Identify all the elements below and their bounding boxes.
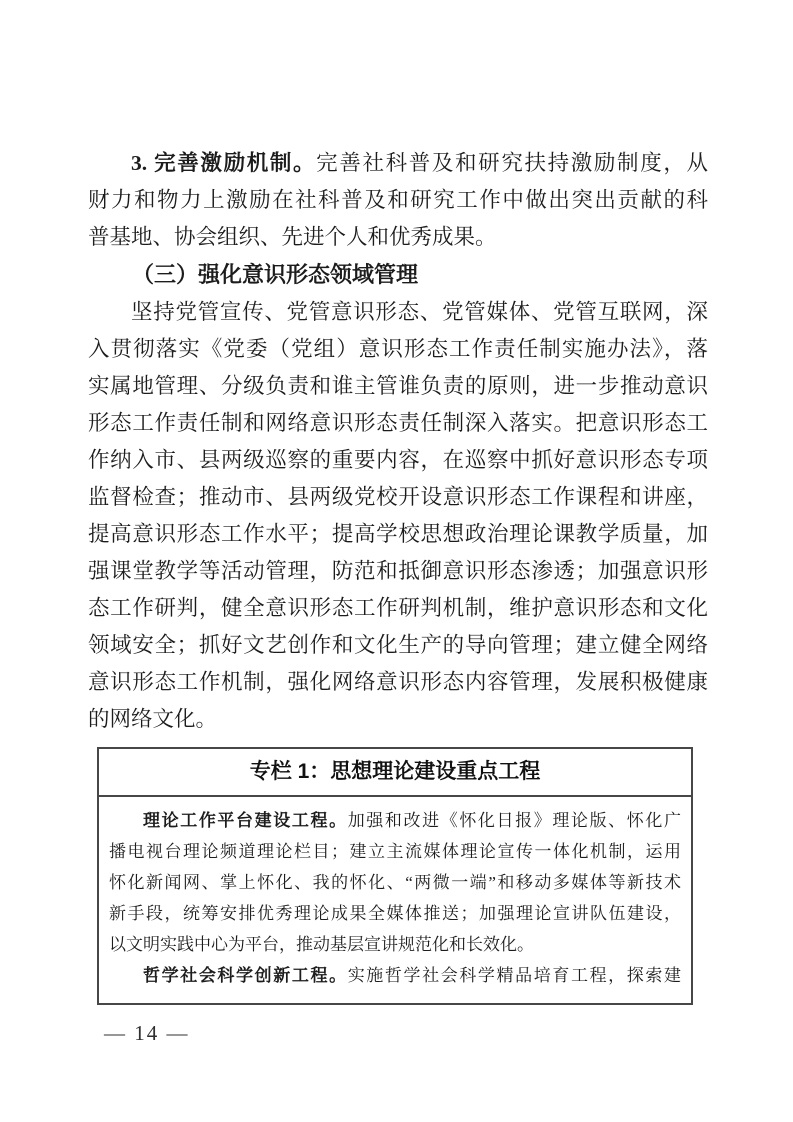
text-line: 态工作研判，健全意识形态工作研判机制，维护意识形态和文化 bbox=[88, 596, 708, 620]
text-line bbox=[109, 805, 681, 836]
text-line: 监督检查；推动市、县两级党校开设意识形态工作课程和讲座， bbox=[88, 485, 708, 509]
footer-page-number: — 14 — bbox=[104, 1021, 190, 1045]
text-line: 入贯彻落实《党委（党组）意识形态工作责任制实施办法》，落 bbox=[88, 337, 708, 361]
text-line: 普基地、协会组织、先进个人和优秀成果。 bbox=[88, 225, 497, 249]
line-text: 完善社科普及和研究扶持激励制度，从 bbox=[316, 151, 708, 175]
text-line: 领域安全；抓好文艺创作和文化生产的导向管理；建立健全网络 bbox=[88, 633, 708, 657]
bold-lead-text: 哲学社会科学创新工程。 bbox=[143, 966, 348, 985]
text-line: 坚持党管宣传、党管意识形态、党管媒体、党管互联网，深 bbox=[131, 300, 708, 324]
text-line: 财力和物力上激励在社科普及和研究工作中做出突出贡献的科 bbox=[88, 188, 708, 212]
bold-lead-text: 3. 完善激励机制。 bbox=[131, 151, 317, 175]
text-line: 新手段，统筹安排优秀理论成果全媒体推送；加强理论宣讲队伍建设， bbox=[109, 904, 681, 923]
text-line bbox=[109, 960, 681, 991]
text-line: 提高意识形态工作水平；提高学校思想政治理论课教学质量，加 bbox=[88, 522, 708, 546]
text-line: 的网络文化。 bbox=[88, 707, 218, 731]
line-text: 实施哲学社会科学精品培育工程，探索建 bbox=[347, 966, 682, 985]
text-line: 怀化新闻网、掌上怀化、我的怀化、“两微一端”和移动多媒体等新技术 bbox=[109, 873, 681, 892]
text-line: 实属地管理、分级负责和谁主管谁负责的原则，进一步推动意识 bbox=[88, 374, 708, 398]
special-column-box-title: 专栏 1：思想理论建设重点工程 bbox=[99, 749, 691, 797]
special-column-box bbox=[97, 747, 693, 1005]
special-column-box-body bbox=[99, 797, 691, 1003]
text-line: 形态工作责任制和网络意识形态责任制深入落实。把意识形态工 bbox=[88, 411, 708, 435]
paragraph-ideology-management bbox=[88, 294, 708, 738]
bold-lead-text: 理论工作平台建设工程。 bbox=[143, 811, 348, 830]
text-line: 作纳入市、县两级巡察的重要内容，在巡察中抓好意识形态专项 bbox=[88, 448, 708, 472]
line-text: 加强和改进《怀化日报》理论版、怀化广 bbox=[347, 811, 682, 830]
text-line: 意识形态工作机制，强化网络意识形态内容管理，发展积极健康 bbox=[88, 670, 708, 694]
paragraph-incentive-mechanism bbox=[88, 145, 708, 256]
text-line: 播电视台理论频道理论栏目；建立主流媒体理论宣传一体化机制，运用 bbox=[109, 842, 681, 861]
text-line: 强课堂教学等活动管理，防范和抵御意识形态渗透；加强意识形 bbox=[88, 559, 708, 583]
text-line: 以文明实践中心为平台，推动基层宣讲规范化和长效化。 bbox=[109, 935, 534, 954]
section-heading: （三）强化意识形态领域管理 bbox=[132, 262, 419, 287]
document-content bbox=[88, 145, 708, 1046]
text-line bbox=[88, 145, 708, 182]
